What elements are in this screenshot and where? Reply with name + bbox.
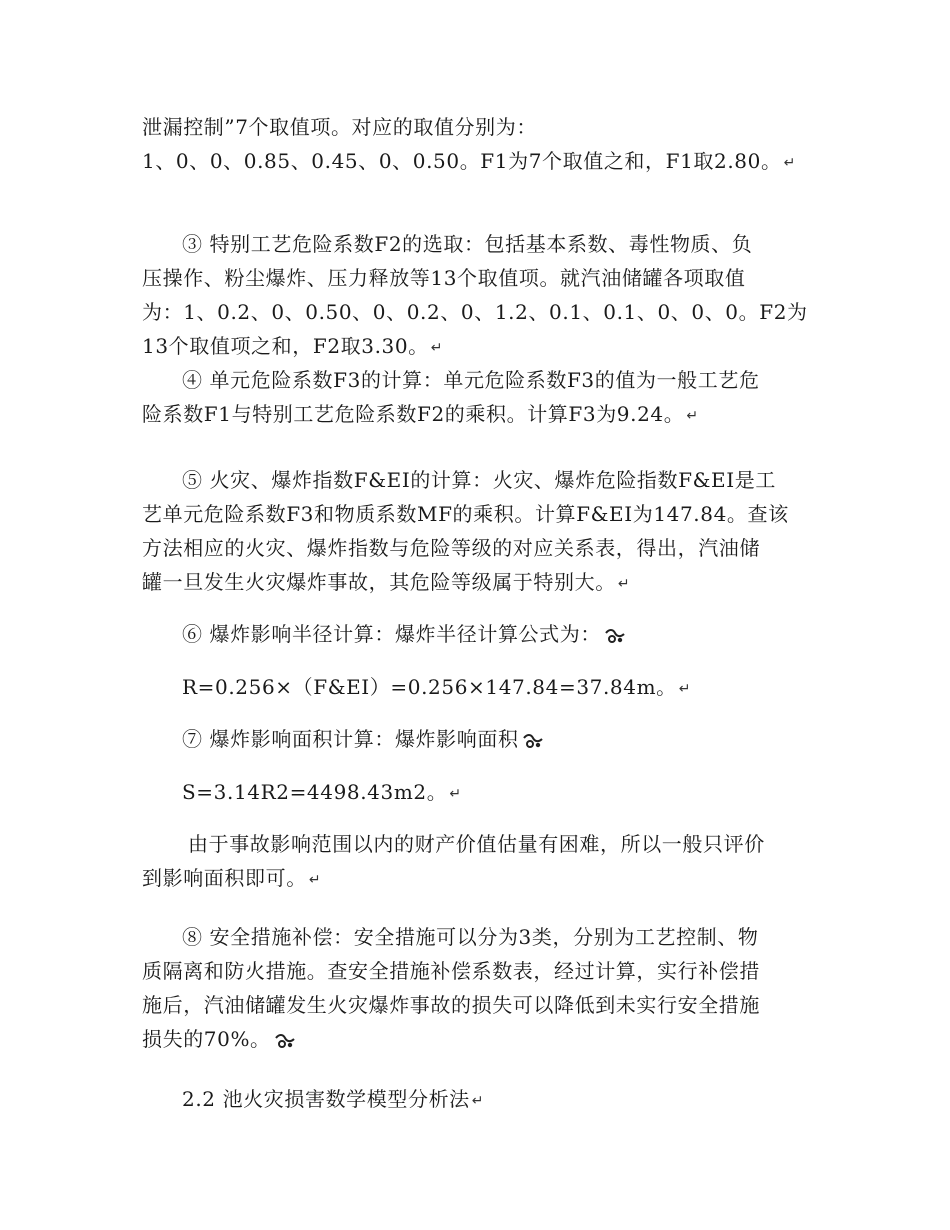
paragraph — [142, 227, 810, 365]
text-line: 施后，汽油储罐发生火灾爆炸事故的损失可以降低到未实行安全措施 — [142, 993, 760, 1017]
paragraph — [142, 920, 810, 1056]
text-line: 损失的70%。 — [142, 1027, 271, 1051]
object-anchor-icon — [521, 733, 545, 749]
paragraph-mark-icon: ↵ — [686, 407, 699, 424]
text-line: 由于事故影响范围以内的财产价值估量有困难，所以一般只评价 — [188, 832, 765, 856]
object-anchor-icon — [273, 1033, 297, 1049]
text-line: 艺单元危险系数F3和物质系数MF的乘积。计算F&EI为147.84。查该 — [142, 502, 789, 526]
paragraph-mark-icon: ↵ — [471, 1092, 484, 1109]
text-line: 罐一旦发生火灾爆炸事故，其危险等级属于特别大。 — [142, 570, 616, 594]
section-heading-text: 2.2 池火灾损害数学模型分析法 — [182, 1087, 470, 1111]
paragraph-mark-icon: ↵ — [678, 680, 691, 697]
text-line: 压操作、粉尘爆炸、压力释放等13个取值项。就汽油储罐各项取值 — [142, 266, 746, 290]
paragraph — [142, 670, 810, 706]
text-line: ⑧ 安全措施补偿：安全措施可以分为3类，分别为工艺控制、物 — [182, 925, 759, 949]
text-line: ⑤ 火灾、爆炸指数F&EI的计算：火灾、爆炸危险指数F&EI是工 — [182, 468, 776, 492]
text-line: ⑥ 爆炸影响半径计算：爆炸半径计算公式为： — [182, 622, 601, 646]
text-line: ③ 特别工艺危险系数F2的选取：包括基本系数、毒性物质、负 — [182, 232, 753, 256]
paragraph — [142, 363, 810, 433]
section-heading — [142, 1082, 810, 1118]
paragraph-mark-icon: ↵ — [430, 339, 443, 356]
paragraph — [142, 775, 810, 811]
text-line: ④ 单元危险系数F3的计算：单元危险系数F3的值为一般工艺危 — [182, 368, 760, 392]
paragraph — [142, 110, 810, 180]
text-line: 险系数F1与特别工艺危险系数F2的乘积。计算F3为9.24。 — [142, 402, 685, 426]
text-line: 13个取值项之和，F2取3.30。 — [142, 334, 429, 358]
paragraph — [142, 722, 810, 756]
paragraph-mark-icon: ↵ — [308, 871, 321, 888]
text-line: 泄漏控制”7个取值项。对应的取值分别为： — [142, 115, 537, 139]
object-anchor-icon — [603, 628, 627, 644]
formula-text: S=3.14R2=4498.43m2。 — [182, 780, 448, 804]
text-line: 质隔离和防火措施。查安全措施补偿系数表，经过计算，实行补偿措 — [142, 959, 760, 983]
text-line: 到影响面积即可。 — [142, 866, 307, 890]
paragraph-mark-icon: ↵ — [617, 575, 630, 592]
text-line: 方法相应的火灾、爆炸指数与危险等级的对应关系表，得出，汽油储 — [142, 536, 760, 560]
text-line: 为：1、0.2、0、0.50、0、0.2、0、1.2、0.1、0.1、0、0、0。F2为 — [142, 300, 808, 324]
paragraph-mark-icon: ↵ — [783, 154, 796, 171]
paragraph — [142, 463, 810, 601]
formula-text: R=0.256×（F&EI）=0.256×147.84=37.84m。 — [182, 675, 677, 699]
paragraph-mark-icon: ↵ — [449, 785, 462, 802]
paragraph — [142, 827, 810, 897]
text-line: ⑦ 爆炸影响面积计算：爆炸影响面积 — [182, 727, 519, 751]
text-line: 1、0、0、0.85、0.45、0、0.50。F1为7个取值之和，F1取2.80。 — [142, 149, 782, 173]
paragraph — [142, 617, 810, 651]
